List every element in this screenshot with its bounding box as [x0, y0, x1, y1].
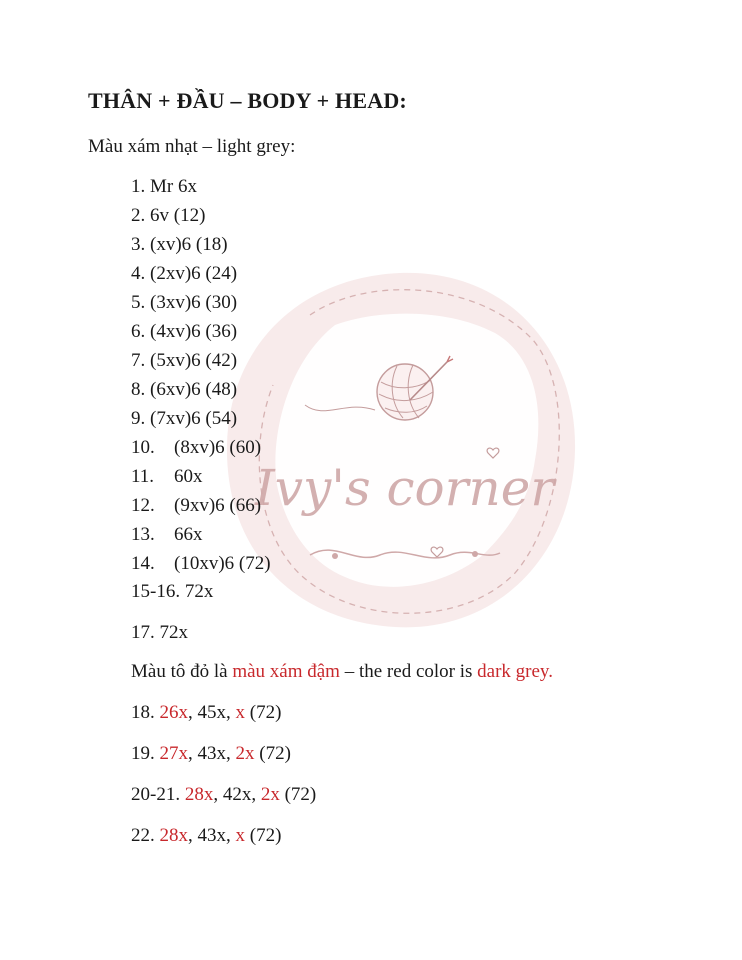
round-number: 19.: [131, 743, 155, 764]
note-highlight: màu xám đậm: [232, 661, 340, 682]
color-label: Màu xám nhạt – light grey:: [88, 136, 296, 157]
list-item: [131, 702, 281, 724]
list-item: [131, 263, 237, 285]
stitch-count: (72): [245, 825, 282, 846]
round-instruction: 60x: [174, 466, 203, 487]
dark-grey-stitches: 26x: [159, 702, 188, 723]
list-item: [131, 321, 237, 343]
round-number: 3.: [131, 234, 146, 255]
light-grey-stitches: , 43x,: [188, 825, 236, 846]
list-item: [131, 234, 228, 256]
list-item: [131, 205, 205, 227]
dark-grey-stitches: 28x: [159, 825, 188, 846]
dark-grey-stitches: 2x: [260, 784, 280, 805]
round-number: 17.: [131, 622, 155, 643]
round-number: 18.: [131, 702, 155, 723]
list-item: [131, 495, 261, 517]
note-text: Màu tô đỏ là: [131, 661, 233, 682]
list-item: [131, 524, 203, 546]
list-item: [131, 784, 316, 806]
round-instruction: (xv)6 (18): [150, 234, 228, 255]
round-instruction: Mr 6x: [150, 176, 197, 197]
list-item: [131, 622, 188, 644]
round-instruction: (5xv)6 (42): [150, 350, 238, 371]
list-item: [131, 553, 271, 575]
round-number: 15-16.: [131, 581, 181, 602]
list-item: [131, 379, 237, 401]
list-item: [131, 292, 237, 314]
round-number: 5.: [131, 292, 146, 313]
light-grey-stitches: , 45x,: [188, 702, 236, 723]
dark-grey-stitches: x: [235, 825, 245, 846]
round-number: 12.: [131, 495, 155, 516]
round-instruction: 6v (12): [150, 205, 206, 226]
round-number: 9.: [131, 408, 146, 429]
list-item: [131, 350, 237, 372]
note-highlight: dark grey.: [477, 661, 553, 682]
list-item: [131, 466, 203, 488]
stitch-count: (72): [279, 784, 317, 805]
list-item: [131, 825, 281, 847]
stitch-count: (72): [245, 702, 282, 723]
round-instruction: (8xv)6 (60): [174, 437, 262, 458]
round-number: 11.: [131, 466, 155, 487]
round-number: 10.: [131, 437, 155, 458]
dark-grey-stitches: x: [235, 702, 245, 723]
light-grey-stitches: , 43x,: [188, 743, 236, 764]
round-instruction: (2xv)6 (24): [150, 263, 238, 284]
round-number: 7.: [131, 350, 146, 371]
round-number: 6.: [131, 321, 146, 342]
ivys-corner-watermark: [215, 255, 585, 645]
round-instruction: 72x: [159, 622, 188, 643]
round-number: 4.: [131, 263, 146, 284]
round-number: 8.: [131, 379, 146, 400]
list-item: [131, 176, 197, 198]
dark-grey-stitches: 2x: [235, 743, 255, 764]
round-instruction: (6xv)6 (48): [150, 379, 238, 400]
round-number: 14.: [131, 553, 155, 574]
list-item: [131, 408, 237, 430]
round-number: 2.: [131, 205, 146, 226]
round-number: 13.: [131, 524, 155, 545]
round-instruction: (4xv)6 (36): [150, 321, 238, 342]
light-grey-stitches: , 42x,: [213, 784, 261, 805]
dark-grey-stitches: 27x: [159, 743, 188, 764]
list-item: [131, 581, 213, 603]
round-instruction: (7xv)6 (54): [150, 408, 238, 429]
dark-grey-stitches: 28x: [184, 784, 214, 805]
round-instruction: (9xv)6 (66): [174, 495, 262, 516]
list-item: [131, 743, 291, 765]
round-number: 22.: [131, 825, 155, 846]
note-text: – the red color is: [339, 661, 478, 682]
round-number: 1.: [131, 176, 146, 197]
round-number: 20-21.: [131, 784, 181, 805]
round-instruction: (10xv)6 (72): [174, 553, 271, 574]
round-instruction: 72x: [184, 581, 214, 602]
round-instruction: (3xv)6 (30): [150, 292, 238, 313]
color-note: [131, 661, 553, 683]
round-instruction: 66x: [174, 524, 203, 545]
page-title: THÂN + ĐẦU – BODY + HEAD:: [88, 88, 407, 113]
watermark-brand-text: Ivy's corner: [255, 459, 555, 517]
list-item: [131, 437, 261, 459]
stitch-count: (72): [254, 743, 291, 764]
